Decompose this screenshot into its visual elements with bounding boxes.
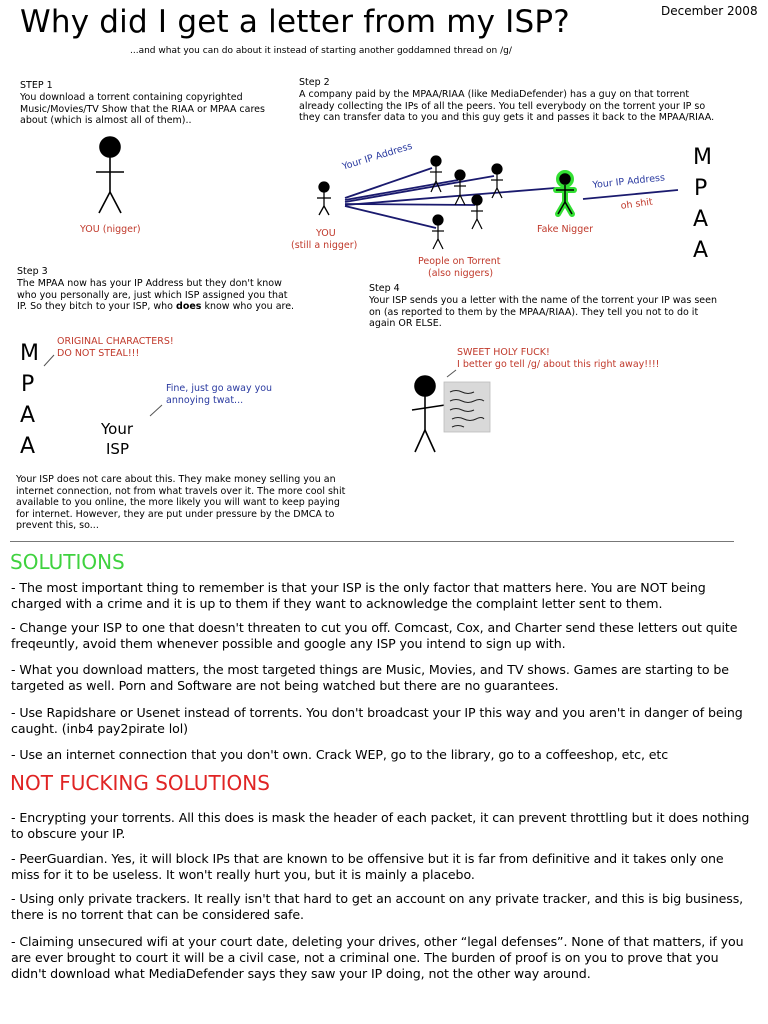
isp-does-not-care-text: Your ISP does not care about this. They make money selling you an internet connection, not from what travels over it. The more cool shit available to you online, the more likely you will want to keep paying for internet. However, they are put under pressure by the DMCA to prevent this, so... <box>16 474 346 531</box>
mpaa3-letter-a2: A <box>20 434 36 459</box>
divider <box>10 541 734 542</box>
step4-heading: Step 4 <box>369 283 400 294</box>
step1-heading: STEP 1 <box>20 80 53 91</box>
mpaa3-letter-p: P <box>21 372 35 397</box>
your-ip-label-left: Your IP Address <box>341 140 414 173</box>
fine-label: Fine, just go away you <box>166 383 273 394</box>
date-label: December 2008 <box>661 4 758 18</box>
mpaa-letter-a2: A <box>693 238 709 263</box>
people-label: People on Torrent <box>418 256 501 267</box>
you-small-figure <box>317 182 331 215</box>
mpaa3-letter-a1: A <box>20 403 36 428</box>
step2-heading: Step 2 <box>299 77 330 88</box>
fake-label: Fake Nigger <box>537 224 593 235</box>
not-solution-item-2: - PeerGuardian. Yes, it will block IPs that are known to be offensive but it is far from definitive and it takes only one miss for it to be useless. It won't really hurt you, but it is mainly a placebo. <box>11 851 724 882</box>
mpaa-letter-p: P <box>694 176 708 201</box>
solution-item-1: - The most important thing to remember is that your ISP is the only factor that matters here. You are NOT being charged with a crime and it is up to them if they want to acknowledge the complaint letter sent to them. <box>11 580 706 611</box>
reader-figure <box>412 376 445 452</box>
step3-bold-word: does <box>176 301 202 312</box>
step1-you-label: YOU (nigger) <box>80 224 141 235</box>
step2-you-sub-label: (still a nigger) <box>291 240 358 251</box>
mpaa-letter-m: M <box>693 145 712 170</box>
subtitle: ...and what you can do about it instead of starting another goddamned thread on /g/ <box>130 46 512 56</box>
page-title: Why did I get a letter from my ISP? <box>20 4 570 40</box>
original-characters-label: ORIGINAL CHARACTERS! <box>57 336 174 347</box>
not-solution-item-1: - Encrypting your torrents. All this does is mask the header of each packet, it can prevent throttling but it does nothing to obscure your IP. <box>11 810 750 841</box>
solutions-heading: SOLUTIONS <box>10 550 125 574</box>
letter-paper <box>444 382 490 432</box>
step3-heading: Step 3 <box>17 266 48 277</box>
not-solutions-heading: NOT FUCKING SOLUTIONS <box>10 771 270 795</box>
not-solution-item-4: - Claiming unsecured wifi at your court date, deleting your drives, other “legal defenses”. None of that matters, if you are ever brought to court it will be a civil case, not a criminal one. The burden of proof is on you to prove that you didn't download what MediaDefender says they saw your IP doing, not the other way around. <box>11 934 744 981</box>
solution-item-2: - Change your ISP to one that doesn't threaten to cut you off. Comcast, Cox, and Charter send these letters out quite freqeuntly, avoid them whenever possible and google any ISP you intend to sign up with. <box>11 620 738 651</box>
step3-text: The MPAA now has your IP Address but they don't know who you personally are, just which ISP assigned you that IP. So they bitch to your ISP, who does know who you are. <box>17 278 295 312</box>
step4-text: Your ISP sends you a letter with the name of the torrent your IP was seen on (as reported to them by the MPAA/RIAA). They tell you not to do it again OR ELSE. <box>369 295 717 329</box>
isp-label-your: Your <box>101 420 134 438</box>
your-ip-label-right: Your IP Address <box>592 172 666 191</box>
solution-item-5: - Use an internet connection that you don't own. Crack WEP, go to the library, go to a coffeeshop, etc, etc <box>11 747 669 762</box>
step2-you-label: YOU <box>316 228 336 239</box>
tell-g-label: I better go tell /g/ about this right away!!!! <box>457 359 660 370</box>
peer-figures <box>430 156 503 249</box>
annoying-label: annoying twat... <box>166 395 244 406</box>
solution-item-3: - What you download matters, the most targeted things are Music, Movies, and TV shows. Games are starting to be targeted as well. Porn and Software are not being watched but there are no guarantees. <box>11 662 729 693</box>
not-solution-item-3: - Using only private trackers. It really isn't that hard to get an account on any private tracker, and this is big business, there is no torrent that can be considered safe. <box>11 891 744 922</box>
step2-text: A company paid by the MPAA/RIAA (like MediaDefender) has a guy on that torrent already collecting the IPs of all the peers. You tell everybody on the torrent your IP so they can transfer data to you and this guy gets it and passes it back to the MPAA/RIAA. <box>299 89 715 123</box>
fake-figure <box>556 173 574 214</box>
isp-label-isp: ISP <box>106 440 129 458</box>
sweet-holy-label: SWEET HOLY FUCK! <box>457 347 550 358</box>
mpaa3-letter-m: M <box>20 341 39 366</box>
step1-text: You download a torrent containing copyrighted Music/Movies/TV Show that the RIAA or MPAA cares about (which is almost all of them).. <box>20 92 265 126</box>
do-not-steal-label: DO NOT STEAL!!! <box>57 348 140 359</box>
people-sub-label: (also niggers) <box>428 268 494 279</box>
solution-item-4: - Use Rapidshare or Usenet instead of torrents. You don't broadcast your IP this way and you aren't in danger of being caught. (inb4 pay2pirate lol) <box>11 705 743 736</box>
oh-shit-label: oh shit <box>620 196 654 212</box>
you-stick-figure <box>96 137 124 213</box>
mpaa-letter-a1: A <box>693 207 709 232</box>
